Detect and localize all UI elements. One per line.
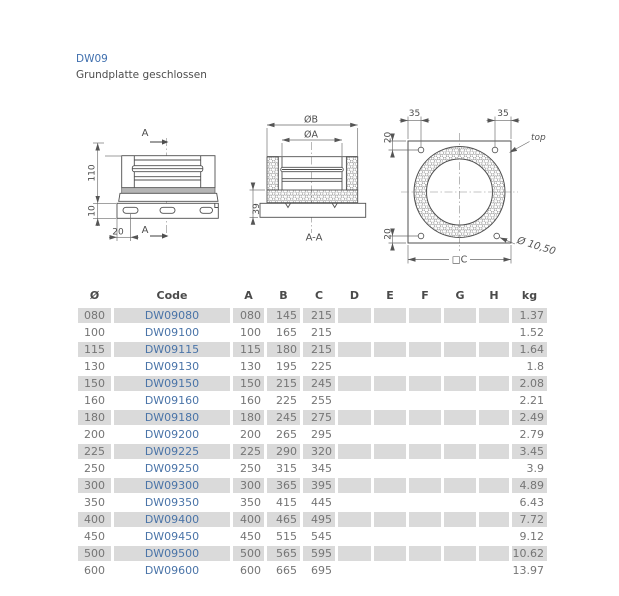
cell-diameter: 130 [84, 360, 105, 373]
section-arrow-bottom-icon [162, 233, 169, 238]
table-body [78, 308, 547, 578]
cell-e [374, 427, 406, 442]
cell-e [374, 563, 406, 578]
cell-h [479, 325, 509, 340]
cell-code[interactable]: DW09115 [114, 342, 230, 357]
cell-a: 080 [233, 308, 264, 323]
cell-d [338, 308, 371, 323]
table-row [78, 342, 547, 357]
cell-g [444, 444, 476, 459]
cell-c: 595 [303, 546, 335, 561]
dim-hole-offset-top-label: 20 [383, 131, 394, 144]
cell-kg: 1.37 [512, 308, 547, 323]
cell-e [374, 495, 406, 510]
product-table [78, 288, 547, 580]
cell-kg: 4.89 [512, 478, 547, 493]
cell-g [444, 325, 476, 340]
cell-b: 165 [276, 326, 297, 339]
cell-a: 200 [240, 428, 261, 441]
section-view-dimensions [267, 115, 358, 157]
table-row [78, 495, 547, 510]
table-row [78, 308, 547, 323]
cell-b: 245 [267, 410, 300, 425]
table-row [78, 529, 547, 544]
cell-d [338, 359, 371, 374]
cell-kg: 6.43 [519, 496, 544, 509]
cell-e [374, 376, 406, 391]
cell-kg: 1.64 [512, 342, 547, 357]
cell-f [409, 410, 441, 425]
cell-g [444, 512, 476, 527]
cell-d [338, 563, 371, 578]
top-view-drawing [383, 103, 558, 271]
section-view-drawing [248, 106, 373, 246]
section-body [260, 157, 366, 218]
table-row [78, 376, 547, 391]
cell-e [374, 529, 406, 544]
cell-diameter: 600 [84, 564, 105, 577]
cell-h [479, 495, 509, 510]
cell-h [479, 359, 509, 374]
cell-d [338, 495, 371, 510]
cell-g [444, 529, 476, 544]
dim-slot-offset-label: 20 [112, 227, 124, 238]
surface-top-label: top [531, 133, 546, 143]
cell-e [374, 308, 406, 323]
plate-body [401, 133, 518, 251]
cell-b: 365 [267, 478, 300, 493]
cell-code[interactable]: DW09225 [114, 444, 230, 459]
cell-kg: 1.8 [526, 360, 544, 373]
cell-diameter: 225 [78, 444, 111, 459]
header-d: D [349, 289, 360, 302]
cell-e [374, 444, 406, 459]
cell-a: 180 [233, 410, 264, 425]
cell-b: 465 [267, 512, 300, 527]
cell-diameter: 350 [84, 496, 105, 509]
cell-c: 295 [311, 428, 332, 441]
cell-c: 255 [311, 394, 332, 407]
cell-kg: 2.08 [512, 376, 547, 391]
cell-h [479, 512, 509, 527]
header-diameter: Ø [89, 289, 100, 302]
cell-a: 300 [233, 478, 264, 493]
cell-g [444, 495, 476, 510]
cell-h [479, 444, 509, 459]
cell-diameter: 450 [84, 530, 105, 543]
table-row [78, 410, 547, 425]
cell-f [409, 495, 441, 510]
cell-f [409, 563, 441, 578]
dim-plate-width-label: □C [451, 254, 468, 266]
cell-b: 195 [276, 360, 297, 373]
dim-hole-offset-left-label: 35 [408, 109, 421, 119]
cell-diameter: 080 [78, 308, 111, 323]
cell-code[interactable]: DW09350 [144, 496, 200, 509]
cell-b: 180 [267, 342, 300, 357]
table-row [78, 478, 547, 493]
cell-a: 500 [233, 546, 264, 561]
table-row [78, 359, 547, 374]
cell-h [479, 478, 509, 493]
cell-code[interactable]: DW09150 [114, 376, 230, 391]
cell-kg: 10.62 [512, 546, 547, 561]
page-title-code: DW09 [76, 53, 108, 65]
dim-base-height-label: 39 [252, 203, 262, 215]
cell-code[interactable]: DW09600 [144, 564, 200, 577]
cell-g [444, 393, 476, 408]
cell-e [374, 461, 406, 476]
cell-code[interactable]: DW09500 [114, 546, 230, 561]
cell-diameter: 200 [84, 428, 105, 441]
cell-f [409, 393, 441, 408]
cell-b: 145 [267, 308, 300, 323]
cell-kg: 3.45 [512, 444, 547, 459]
header-code: Code [156, 289, 188, 302]
cell-f [409, 478, 441, 493]
cell-d [338, 444, 371, 459]
cell-c: 545 [311, 530, 332, 543]
table-row [78, 546, 547, 561]
dim-hole-offset-bottom-label: 20 [383, 228, 394, 240]
cell-code[interactable]: DW09080 [114, 308, 230, 323]
cell-c: 215 [303, 308, 335, 323]
cell-d [338, 461, 371, 476]
cell-c: 215 [311, 326, 332, 339]
table-row [78, 427, 547, 442]
cell-c: 345 [311, 462, 332, 475]
cell-f [409, 444, 441, 459]
cell-h [479, 376, 509, 391]
cell-code[interactable]: DW09450 [144, 530, 200, 543]
cell-b: 290 [267, 444, 300, 459]
cell-c: 695 [311, 564, 332, 577]
cell-b: 515 [276, 530, 297, 543]
cell-h [479, 529, 509, 544]
cell-h [479, 410, 509, 425]
cell-kg: 2.79 [519, 428, 544, 441]
cell-h [479, 563, 509, 578]
cell-diameter: 180 [78, 410, 111, 425]
cell-c: 215 [303, 342, 335, 357]
section-view-label: A-A [305, 232, 323, 244]
header-f: F [421, 289, 429, 302]
cell-c: 225 [311, 360, 332, 373]
cell-g [444, 478, 476, 493]
cell-g [444, 376, 476, 391]
cell-g [444, 308, 476, 323]
cell-d [338, 410, 371, 425]
cell-f [409, 325, 441, 340]
cell-kg: 9.12 [519, 530, 544, 543]
cell-c: 495 [303, 512, 335, 527]
cell-a: 150 [233, 376, 264, 391]
header-a: A [244, 289, 253, 302]
table-row [78, 393, 547, 408]
cell-f [409, 342, 441, 357]
cell-a: 400 [233, 512, 264, 527]
cell-c: 275 [303, 410, 335, 425]
cell-e [374, 410, 406, 425]
cell-a: 100 [240, 326, 261, 339]
header-kg: kg [521, 289, 538, 302]
cell-b: 415 [276, 496, 297, 509]
header-e: E [386, 289, 394, 302]
cell-c: 320 [303, 444, 335, 459]
cell-kg: 1.52 [519, 326, 544, 339]
cell-e [374, 393, 406, 408]
section-arrow-top-icon [162, 139, 169, 144]
cell-b: 565 [267, 546, 300, 561]
cell-d [338, 393, 371, 408]
cell-f [409, 427, 441, 442]
header-b: B [279, 289, 288, 302]
cell-diameter: 500 [78, 546, 111, 561]
cell-diameter: 115 [78, 342, 111, 357]
pipe-body [117, 156, 218, 219]
cell-g [444, 461, 476, 476]
cell-diameter: 250 [84, 462, 105, 475]
table-row [78, 325, 547, 340]
cell-h [479, 393, 509, 408]
cell-b: 215 [267, 376, 300, 391]
cell-d [338, 478, 371, 493]
cell-e [374, 512, 406, 527]
cell-b: 665 [276, 564, 297, 577]
cell-g [444, 563, 476, 578]
cell-g [444, 427, 476, 442]
dim-inner-diameter-label: ØA [304, 129, 318, 141]
cell-g [444, 546, 476, 561]
cell-kg: 2.21 [519, 394, 544, 407]
cell-code[interactable]: DW09180 [114, 410, 230, 425]
cell-diameter: 150 [78, 376, 111, 391]
cell-code[interactable]: DW09250 [144, 462, 200, 475]
cell-b: 225 [276, 394, 297, 407]
section-label-bottom: A [141, 225, 149, 236]
cell-d [338, 529, 371, 544]
cell-e [374, 325, 406, 340]
cell-h [479, 461, 509, 476]
cell-d [338, 546, 371, 561]
dim-plate-thickness-label: 10 [87, 205, 98, 217]
cell-diameter: 160 [84, 394, 105, 407]
cell-f [409, 512, 441, 527]
cell-code[interactable]: DW09200 [144, 428, 200, 441]
table-row [78, 444, 547, 459]
side-view-drawing [82, 108, 242, 248]
cell-diameter: 400 [78, 512, 111, 527]
cell-e [374, 359, 406, 374]
cell-f [409, 546, 441, 561]
cell-g [444, 342, 476, 357]
cell-c: 245 [303, 376, 335, 391]
cell-g [444, 359, 476, 374]
table-row [78, 461, 547, 476]
cell-a: 600 [240, 564, 261, 577]
cell-code[interactable]: DW09300 [114, 478, 230, 493]
cell-h [479, 546, 509, 561]
cell-h [479, 308, 509, 323]
cell-a: 160 [240, 394, 261, 407]
cell-a: 350 [240, 496, 261, 509]
table-header-row [78, 288, 547, 303]
cell-e [374, 546, 406, 561]
cell-e [374, 478, 406, 493]
cell-g [444, 410, 476, 425]
cell-h [479, 427, 509, 442]
cell-e [374, 342, 406, 357]
cell-kg: 13.97 [512, 564, 544, 577]
cell-d [338, 512, 371, 527]
cell-a: 130 [240, 360, 261, 373]
cell-b: 315 [276, 462, 297, 475]
cell-f [409, 359, 441, 374]
cell-d [338, 342, 371, 357]
cell-code[interactable]: DW09160 [144, 394, 200, 407]
cell-diameter: 300 [78, 478, 111, 493]
cell-d [338, 376, 371, 391]
cell-a: 250 [240, 462, 261, 475]
table-row [78, 563, 547, 578]
dim-hole-offset-right-label: 35 [497, 109, 509, 119]
cell-d [338, 427, 371, 442]
cell-d [338, 325, 371, 340]
cell-f [409, 529, 441, 544]
cell-c: 395 [303, 478, 335, 493]
page-title: Grundplatte geschlossen [76, 69, 207, 81]
cell-b: 265 [276, 428, 297, 441]
cell-kg: 3.9 [526, 462, 544, 475]
dim-hole-diameter-label: Ø 10,50 [515, 235, 557, 258]
cell-kg: 7.72 [512, 512, 547, 527]
cell-code[interactable]: DW09100 [144, 326, 200, 339]
dim-height-label: 110 [87, 164, 98, 182]
cell-a: 115 [233, 342, 264, 357]
cell-a: 225 [233, 444, 264, 459]
section-label-top: A [141, 128, 149, 139]
header-g: G [455, 289, 465, 302]
cell-f [409, 308, 441, 323]
cell-diameter: 100 [84, 326, 105, 339]
cell-code[interactable]: DW09400 [114, 512, 230, 527]
cell-h [479, 342, 509, 357]
cell-code[interactable]: DW09130 [144, 360, 200, 373]
header-c: C [314, 289, 324, 302]
cell-f [409, 461, 441, 476]
cell-a: 450 [240, 530, 261, 543]
header-h: H [489, 289, 499, 302]
table-row [78, 512, 547, 527]
dim-outer-diameter-label: ØB [304, 114, 318, 126]
cell-c: 445 [311, 496, 332, 509]
cell-f [409, 376, 441, 391]
cell-kg: 2.49 [512, 410, 547, 425]
